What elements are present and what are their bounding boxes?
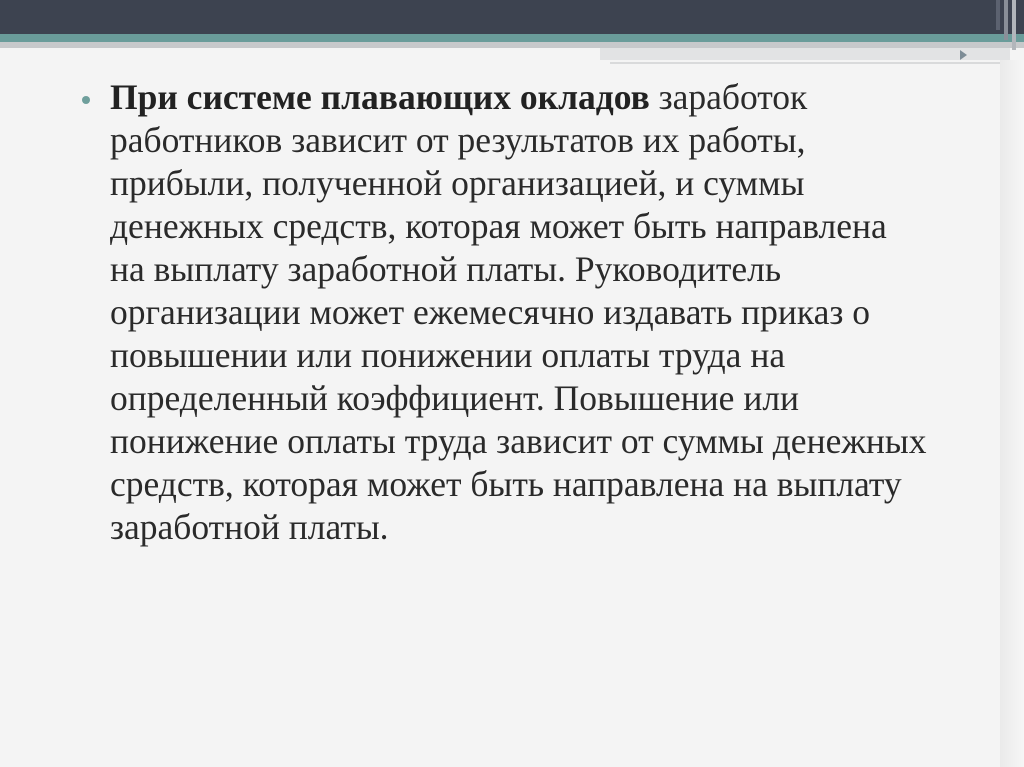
bullet-item [82, 76, 942, 549]
header-light-band [600, 48, 1010, 60]
header-thin-line [610, 62, 1010, 64]
right-edge-shadow [1000, 60, 1024, 767]
bullet-paragraph [110, 76, 930, 549]
bullet-bold-text: При системе плавающих окладов [110, 77, 650, 117]
corner-stripe [996, 0, 1000, 30]
header-dark-band [0, 0, 1024, 34]
corner-stripe [1004, 0, 1008, 40]
bullet-body-text: заработок работников зависит от результатов их работы, прибыли, полученной организацией, и суммы денежных средств, которая может быть направлена на выплату заработной платы. Руководитель организации может ежемесячно издавать приказ о повышении или понижении оплаты труда на определенный коэффициент. Повышение или понижение оплаты труда зависит от суммы денежных средств, которая может быть направлена на выплату заработной платы. [110, 77, 927, 547]
corner-arrow-icon [960, 50, 967, 60]
slide-content [82, 76, 942, 549]
header-teal-band [0, 34, 1024, 42]
corner-stripe [1012, 0, 1016, 50]
bullet-dot-icon [82, 96, 90, 104]
